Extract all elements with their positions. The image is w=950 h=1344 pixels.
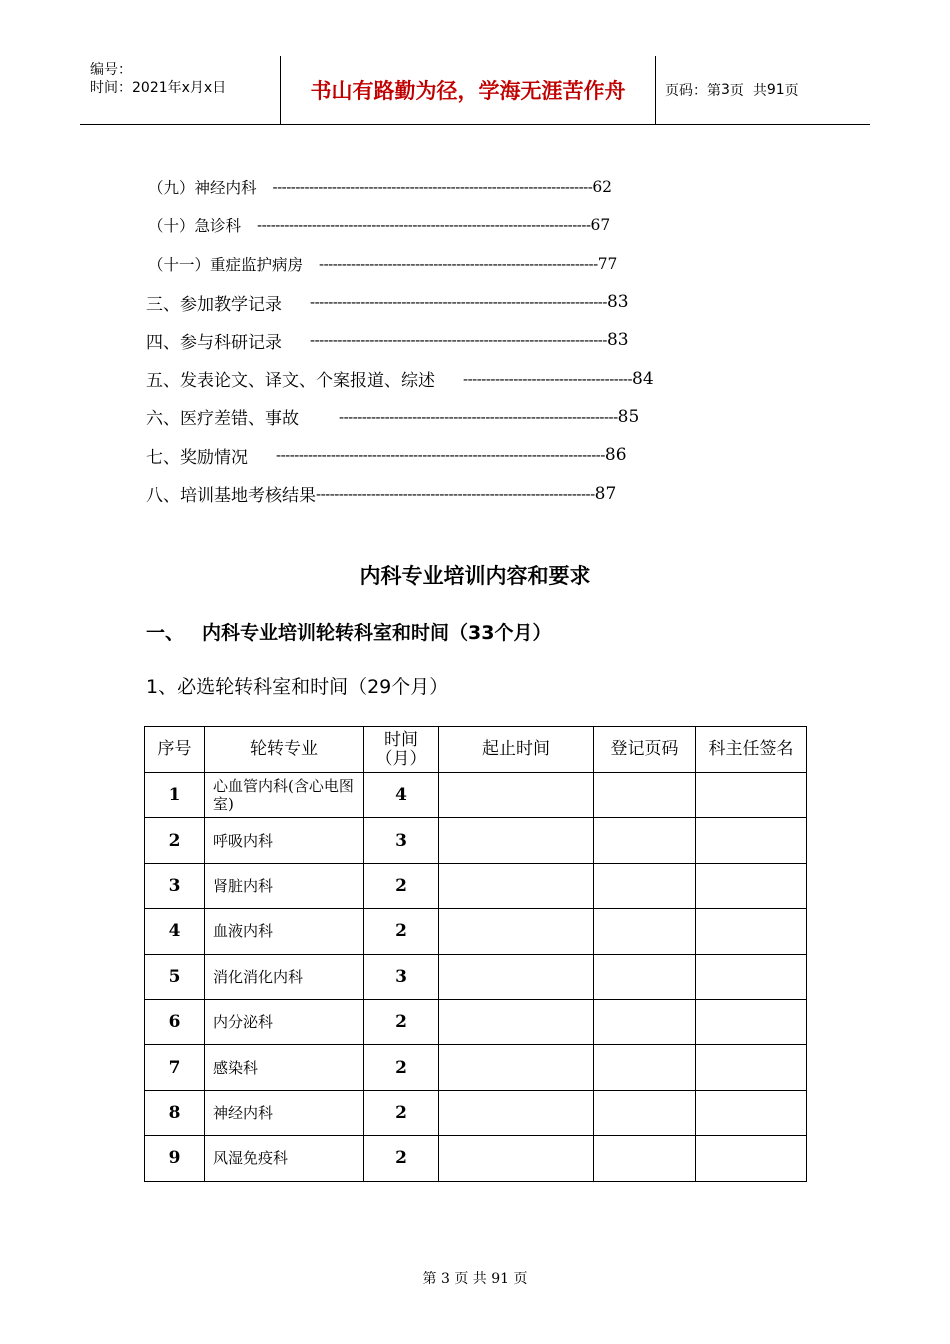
toc-entry-page: 77 [597,254,618,273]
row-specialty: 肾脏内科 [205,863,364,908]
table-row [145,1045,807,1090]
footer-mid: 页 共 [454,1271,487,1287]
page-prefix: 页码：第 [665,83,721,99]
row-specialty: 内分泌科 [205,999,364,1044]
row-period-cell[interactable] [439,1045,594,1090]
toc-leader: ------------------------------------------------------------- [319,254,598,273]
row-months: 2 [364,1090,439,1135]
table-header-row [145,727,807,773]
toc-entry-title: （九）神经内科 [148,179,257,198]
page-header [80,56,870,125]
row-months: 2 [364,999,439,1044]
row-number: 1 [145,773,205,818]
toc-entry-title: 五、发表论文、译文、个案报道、综述 [146,371,435,392]
row-specialty: 神经内科 [205,1090,364,1135]
row-specialty: 风湿免疫科 [205,1136,364,1181]
page-suffix: 页 [784,83,799,99]
main-title: 内科专业培训内容和要求 [359,564,591,588]
row-months: 3 [364,818,439,863]
header-specialty: 轮转专业 [205,727,364,773]
row-number: 4 [145,909,205,954]
toc-leader: ------------------------------------------------------------------------ [276,446,605,465]
row-number: 3 [145,863,205,908]
time-line: 时间：2021年x月x日 [90,80,227,96]
row-number: 8 [145,1090,205,1135]
header-signature: 科主任签名 [696,727,807,773]
toc-entry-page: 83 [606,292,629,313]
toc-entry-page: 87 [594,483,617,504]
toc-leader: ------------------------------------------------------------- [316,484,595,503]
row-period-cell[interactable] [439,954,594,999]
row-months: 2 [364,909,439,954]
row-period-cell[interactable] [439,1090,594,1135]
toc-entry-page: 67 [590,216,611,235]
row-period-cell[interactable] [439,773,594,818]
row-signature-cell[interactable] [696,909,807,954]
section-text: 内科专业培训轮转科室和时间（33个月） [202,622,552,644]
footer-page-number: 3 [440,1271,450,1287]
row-page-cell[interactable] [594,1045,696,1090]
table-row [145,773,807,818]
row-period-cell[interactable] [439,818,594,863]
header-page: 登记页码 [594,727,696,773]
subsection-title: 1、必选轮转科室和时间（29个月） [146,676,449,698]
page-mid: 页 共 [729,83,767,99]
toc-entry-title: 四、参与科研记录 [146,332,282,353]
page-number: 3 [721,82,730,98]
row-number: 5 [145,954,205,999]
row-period-cell[interactable] [439,1136,594,1181]
row-signature-cell[interactable] [696,863,807,908]
toc-entry-page: 85 [617,406,640,427]
toc-leader: ----------------------------------------------------------------- [310,331,607,350]
header-months: 时间（月） [364,727,439,773]
toc-entry [146,245,786,283]
row-signature-cell[interactable] [696,1090,807,1135]
section-number: 一、 [146,622,185,644]
table-row [145,954,807,999]
row-page-cell[interactable] [594,999,696,1044]
toc-leader: ------------------------------------- [463,369,633,388]
row-signature-cell[interactable] [696,954,807,999]
row-months: 4 [364,773,439,818]
toc-entry-page: 84 [632,368,654,389]
header-meta [80,56,280,124]
row-specialty: 感染科 [205,1045,364,1090]
row-number: 9 [145,1136,205,1181]
toc-entry-title: 六、医疗差错、事故 [146,409,299,430]
header-period: 起止时间 [439,727,594,773]
row-number: 2 [145,818,205,863]
toc-entry [146,283,786,321]
row-page-cell[interactable] [594,1136,696,1181]
toc-leader: ------------------------------------------------------------- [339,407,618,426]
toc-entry-title: 八、培训基地考核结果 [146,486,316,507]
row-page-cell[interactable] [594,1090,696,1135]
header-page-info [655,56,870,124]
header-motto: 书山有路勤为径，学海无涯苦作舟 [280,56,656,124]
toc-entry-title: 三、参加教学记录 [146,294,282,315]
toc-entry-page: 62 [592,178,613,197]
toc-leader: ---------------------------------------------------------------------- [272,178,593,197]
table-row [145,1090,807,1135]
header-seq: 序号 [145,727,205,773]
row-specialty: 呼吸内科 [205,818,364,863]
row-months: 2 [364,1136,439,1181]
row-signature-cell[interactable] [696,999,807,1044]
table-row [145,1136,807,1181]
row-page-cell[interactable] [594,863,696,908]
toc-leader: ------------------------------------------------------------------------- [257,216,591,235]
row-number: 6 [145,999,205,1044]
row-period-cell[interactable] [439,909,594,954]
toc-entry [146,398,786,436]
row-specialty: 血液内科 [205,909,364,954]
toc-entry-page: 83 [606,330,629,351]
page-total: 91 [766,82,785,98]
row-page-cell[interactable] [594,954,696,999]
table-row [145,863,807,908]
row-signature-cell[interactable] [696,818,807,863]
table-of-contents [146,168,786,513]
row-months: 2 [364,863,439,908]
toc-entry [146,474,786,512]
table-row [145,818,807,863]
toc-entry-title: （十）急诊科 [148,217,242,236]
rotation-table [144,726,807,1182]
row-period-cell[interactable] [439,999,594,1044]
footer-prefix: 第 [422,1271,437,1287]
toc-entry [146,321,786,359]
section-title [146,618,551,645]
row-signature-cell[interactable] [696,773,807,818]
row-specialty: 消化消化内科 [205,954,364,999]
serial-label: 编号： [90,62,132,78]
row-page-cell[interactable] [594,909,696,954]
toc-entry-title: 七、奖励情况 [146,447,248,468]
toc-entry-page: 86 [604,445,627,466]
row-signature-cell[interactable] [696,1136,807,1181]
row-number: 7 [145,1045,205,1090]
toc-entry [146,168,786,206]
toc-entry [146,436,786,474]
row-period-cell[interactable] [439,863,594,908]
footer-page-total: 91 [491,1271,510,1287]
row-months: 3 [364,954,439,999]
row-page-cell[interactable] [594,818,696,863]
footer-suffix: 页 [513,1271,528,1287]
toc-entry [146,206,786,244]
row-page-cell[interactable] [594,773,696,818]
row-signature-cell[interactable] [696,1045,807,1090]
toc-leader: ----------------------------------------------------------------- [310,293,607,312]
table-row [145,909,807,954]
table-row [145,999,807,1044]
row-specialty: 心血管内科(含心电图室) [205,773,364,818]
toc-entry [146,359,786,397]
row-months: 2 [364,1045,439,1090]
page-footer [0,1268,950,1288]
toc-entry-title: （十一）重症监护病房 [148,255,304,274]
